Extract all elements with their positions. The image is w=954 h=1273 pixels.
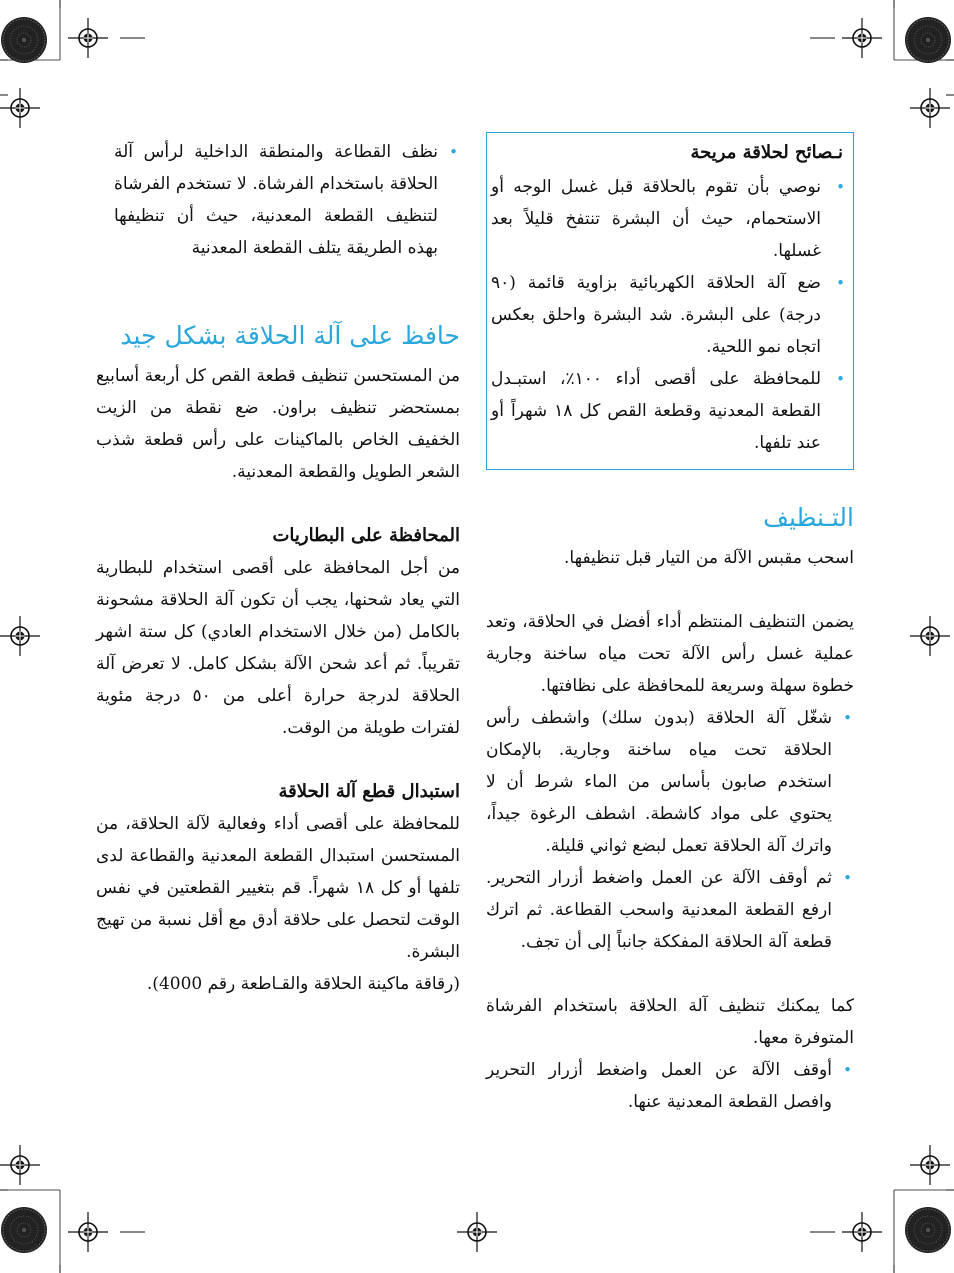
- cleaning-paragraph: يضمن التنظيف المنتظم أداء أفضل في الحلاقة، وتعد عملية غسل رأس الآلة تحت مياه ساخنة وجارية خطوة سهلة وسريعة للمحافظة على نظافتها.: [486, 612, 854, 696]
- list-item: • شغّل آلة الحلاقة (بدون سلك) واشطف رأس الحلاقة تحت مياه ساخنة وجارية. بالإمكان استخدم صابون بأساس من الماء شرط أن لا يحتوي على مواد كاشطة. اشطف الرغوة جيداً، واترك آلة الحلاقة تعمل لبضع ثواني قليلة.: [486, 702, 854, 862]
- list-item: • أوقف الآلة عن العمل واضغط أزرار التحرير وافصل القطعة المعدنية عنها.: [486, 1054, 854, 1118]
- tips-box: [486, 132, 854, 470]
- bullet-icon: •: [836, 274, 845, 292]
- replace-title: استبدال قطع آلة الحلاقة: [278, 781, 460, 802]
- bullet-icon: •: [843, 869, 852, 887]
- replace-paragraph: للمحافظة على أقصى أداء وفعالية لآلة الحلاقة، من المستحسن استبدال القطعة المعدنية والقطاعة لدى تلفها أو كل ١٨ شهراً. قم بتغيير القطعتين في نفس الوقت لتحصل على حلاقة أدق مع أقل نسبة من تهيج البشرة.: [96, 814, 460, 962]
- brush-list: [486, 1054, 854, 1118]
- maintain-paragraph: من المستحسن تنظيف قطعة القص كل أربعة أسابيع بمستحضر تنظيف براون. ضع نقطة من الزيت الخفيف الخاص بالماكينات على رأس قطعة شذب الشعر الطويل والقطعة المعدنية.: [96, 366, 460, 482]
- continued-list: [96, 136, 460, 264]
- list-item: • ضع آلة الحلاقة الكهربائية بزاوية قائمة (٩٠ درجة) على البشرة. شد البشرة واحلق بعكس اتجاه نمو اللحية.: [491, 267, 847, 363]
- bullet-icon: •: [843, 1061, 852, 1079]
- cleaning-list: [486, 702, 854, 958]
- tips-list: [491, 171, 847, 459]
- replace-part-number: (رقاقة ماكينة الحلاقة والقـاطعة رقم 4000).: [146, 974, 460, 994]
- list-item: • للمحافظة على أقصى أداء ١٠٠٪، استبـدل القطعة المعدنية وقطعة القص كل ١٨ شهراً أو عند تلفها.: [491, 363, 847, 459]
- right-column: [486, 132, 854, 1118]
- bullet-icon: •: [843, 709, 852, 727]
- batteries-title: المحافظة على البطاريات: [272, 525, 460, 546]
- cleaning-title: التـنظيف: [763, 503, 854, 532]
- batteries-paragraph: من أجل المحافظة على أقصى استخدام للبطارية التي يعاد شحنها، يجب أن تكون آلة الحلاقة مشحونة بالكامل (من خلال الاستخدام العادي) كل ستة اشهر تقريباً. ثم أعد شحن الآلة بشكل كامل. لا تعرض آلة الحلاقة لدرجة حرارة أعلى من ٥٠ درجة مئوية لفترات طويلة من الوقت.: [96, 558, 461, 738]
- list-item: • نظف القطاعة والمنطقة الداخلية لرأس آلة الحلاقة باستخدام الفرشاة. لا تستخدم الفرشاة لتنظيف القطعة المعدنية، حيث أن تنظيفها بهذه الطريقة يتلف القطعة المعدنية: [114, 136, 460, 264]
- cleaning-intro: اسحب مقبس الآلة من التيار قبل تنظيفها.: [564, 548, 854, 568]
- bullet-icon: •: [836, 178, 845, 196]
- bullet-icon: •: [836, 370, 845, 388]
- left-column: [96, 136, 460, 1000]
- list-item: • ثم أوقف الآلة عن العمل واضغط أزرار التحرير. ارفع القطعة المعدنية واسحب القطاعة. ثم اترك قطعة آلة الحلاقة المفككة جانباً إلى أن تجف.: [486, 862, 854, 958]
- tips-title: نـصائح لحلاقة مريحة: [690, 142, 843, 163]
- brush-paragraph: كما يمكنك تنظيف آلة الحلاقة باستخدام الفرشاة المتوفرة معها.: [486, 996, 854, 1048]
- maintain-title: حافظ على آلة الحلاقة بشكل جيد: [120, 321, 460, 350]
- list-item: • نوصي بأن تقوم بالحلاقة قبل غسل الوجه أو الاستحمام، حيث أن البشرة تنتفخ قليلاً بعد غسلها.: [491, 171, 847, 267]
- bullet-icon: •: [449, 143, 458, 161]
